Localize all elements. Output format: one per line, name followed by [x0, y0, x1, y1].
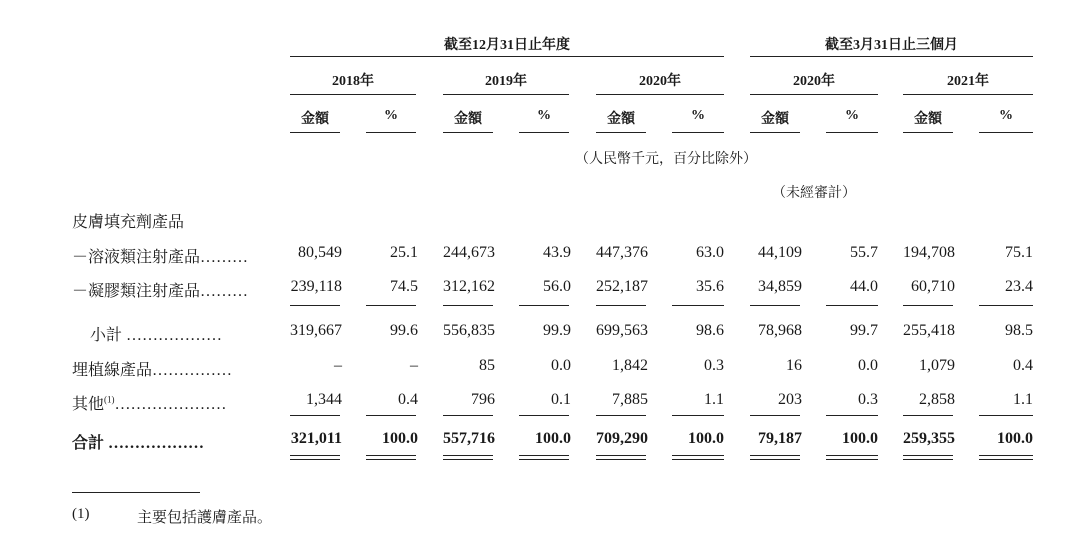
cell-amount: 34,859 — [758, 278, 802, 295]
row-label-others-text: 其他 — [72, 396, 105, 413]
cell-pct: 100.0 — [997, 430, 1033, 447]
subtotal-rule — [443, 305, 493, 306]
pct-header: % — [999, 108, 1013, 123]
cell-pct: 100.0 — [382, 430, 418, 447]
cell-amount: 321,011 — [290, 430, 342, 447]
subtotal-rule — [826, 305, 878, 306]
double-rule — [596, 455, 646, 460]
cell-amount: 699,563 — [596, 322, 648, 339]
cell-pct: 0.3 — [858, 391, 878, 408]
group-header-quarter-rule — [750, 56, 1033, 57]
cell-pct: 98.5 — [1005, 322, 1033, 339]
subtotal-rule — [903, 305, 953, 306]
amount-header: 金額 — [301, 112, 329, 127]
cell-amount: 796 — [471, 391, 495, 408]
unaudited-note: （未經審計） — [772, 186, 856, 201]
group-header-year-rule — [290, 56, 724, 57]
pct-header-rule — [979, 132, 1033, 133]
footnote-divider — [72, 492, 200, 493]
cell-pct: 0.0 — [858, 357, 878, 374]
unit-note: （人民幣千元，百分比除外） — [575, 152, 757, 167]
cell-amount: 203 — [778, 391, 802, 408]
pct-header: % — [691, 108, 705, 123]
amount-header-rule — [596, 132, 646, 133]
year-rule — [750, 94, 878, 95]
year-header: 2021年 — [947, 74, 989, 89]
amount-header: 金額 — [761, 112, 789, 127]
cell-pct: 1.1 — [704, 391, 724, 408]
amount-header-rule — [443, 132, 493, 133]
cell-amount: 80,549 — [298, 244, 342, 261]
cell-amount: 447,376 — [596, 244, 648, 261]
cell-pct: 99.9 — [543, 322, 571, 339]
cell-amount: 85 — [479, 357, 495, 374]
double-rule — [979, 455, 1033, 460]
cell-amount: 244,673 — [443, 244, 495, 261]
year-header: 2018年 — [332, 74, 374, 89]
row-label-gel: －凝膠類注射產品……… — [72, 283, 249, 300]
subtotal-rule — [979, 305, 1033, 306]
cell-amount: 709,290 — [596, 430, 648, 447]
double-rule — [826, 455, 878, 460]
cell-pct: 100.0 — [535, 430, 571, 447]
cell-amount: 78,968 — [758, 322, 802, 339]
cell-pct: 44.0 — [850, 278, 878, 295]
double-rule — [903, 455, 953, 460]
cell-amount: 252,187 — [596, 278, 648, 295]
cell-pct: 0.3 — [704, 357, 724, 374]
pct-header: % — [845, 108, 859, 123]
subtotal-rule — [519, 305, 569, 306]
cell-pct: 99.7 — [850, 322, 878, 339]
double-rule — [750, 455, 800, 460]
section-title: 皮膚填充劑產品 — [72, 214, 185, 231]
row-label-subtotal: 小計 ……………… — [90, 327, 223, 344]
cell-amount: 194,708 — [903, 244, 955, 261]
cell-amount: 44,109 — [758, 244, 802, 261]
footnote-text: 主要包括護膚產品。 — [137, 510, 273, 526]
year-rule — [903, 94, 1033, 95]
cell-pct: 0.4 — [398, 391, 418, 408]
year-header: 2020年 — [639, 74, 681, 89]
year-rule — [443, 94, 569, 95]
total-rule — [596, 415, 646, 416]
cell-amount: 1,842 — [612, 357, 648, 374]
amount-header: 金額 — [914, 112, 942, 127]
amount-header: 金額 — [607, 112, 635, 127]
cell-pct: 98.6 — [696, 322, 724, 339]
amount-header: 金額 — [454, 112, 482, 127]
year-header: 2019年 — [485, 74, 527, 89]
cell-pct: 35.6 — [696, 278, 724, 295]
cell-amount: 312,162 — [443, 278, 495, 295]
amount-header-rule — [750, 132, 800, 133]
cell-amount: 2,858 — [919, 391, 955, 408]
group-header-quarter: 截至3月31日止三個月 — [825, 38, 958, 53]
double-rule — [366, 455, 416, 460]
cell-pct: 75.1 — [1005, 244, 1033, 261]
double-rule — [519, 455, 569, 460]
total-rule — [672, 415, 724, 416]
year-header: 2020年 — [793, 74, 835, 89]
cell-pct: 74.5 — [390, 278, 418, 295]
total-rule — [290, 415, 340, 416]
subtotal-rule — [290, 305, 340, 306]
cell-amount: 79,187 — [758, 430, 802, 447]
total-rule — [750, 415, 800, 416]
cell-amount: 60,710 — [911, 278, 955, 295]
row-label-others — [72, 391, 227, 414]
cell-amount: 259,355 — [903, 430, 955, 447]
row-label-thread: 埋植線產品…………… — [72, 362, 233, 379]
total-rule — [826, 415, 878, 416]
amount-header-rule — [290, 132, 340, 133]
year-rule — [596, 94, 724, 95]
double-rule — [290, 455, 340, 460]
amount-header-rule — [903, 132, 953, 133]
cell-pct: 0.1 — [551, 391, 571, 408]
cell-amount: 16 — [786, 357, 802, 374]
cell-pct: 43.9 — [543, 244, 571, 261]
total-rule — [443, 415, 493, 416]
pct-header: % — [537, 108, 551, 123]
cell-pct: – — [410, 357, 418, 374]
cell-amount: 1,079 — [919, 357, 955, 374]
cell-pct: 99.6 — [390, 322, 418, 339]
row-label-solution: －溶液類注射產品……… — [72, 249, 249, 266]
pct-header-rule — [672, 132, 724, 133]
cell-amount: 7,885 — [612, 391, 648, 408]
row-label-total: 合計 ……………… — [72, 435, 205, 452]
double-rule — [443, 455, 493, 460]
subtotal-rule — [366, 305, 416, 306]
cell-amount: – — [334, 357, 342, 374]
row-label-others-dots: ………………… — [114, 396, 227, 413]
cell-amount: 239,118 — [290, 278, 342, 295]
total-rule — [519, 415, 569, 416]
cell-amount: 557,716 — [443, 430, 495, 447]
cell-pct: 55.7 — [850, 244, 878, 261]
cell-pct: 1.1 — [1013, 391, 1033, 408]
subtotal-rule — [672, 305, 724, 306]
cell-amount: 319,667 — [290, 322, 342, 339]
total-rule — [903, 415, 953, 416]
total-rule — [366, 415, 416, 416]
pct-header-rule — [519, 132, 569, 133]
cell-pct: 56.0 — [543, 278, 571, 295]
footnote-marker: (1) — [72, 506, 90, 522]
subtotal-rule — [596, 305, 646, 306]
cell-pct: 0.0 — [551, 357, 571, 374]
cell-pct: 0.4 — [1013, 357, 1033, 374]
pct-header: % — [384, 108, 398, 123]
cell-pct: 25.1 — [390, 244, 418, 261]
cell-amount: 1,344 — [306, 391, 342, 408]
cell-pct: 100.0 — [688, 430, 724, 447]
total-rule — [979, 415, 1033, 416]
double-rule — [672, 455, 724, 460]
year-rule — [290, 94, 416, 95]
group-header-year: 截至12月31日止年度 — [444, 38, 570, 53]
subtotal-rule — [750, 305, 800, 306]
pct-header-rule — [826, 132, 878, 133]
cell-pct: 100.0 — [842, 430, 878, 447]
pct-header-rule — [366, 132, 416, 133]
cell-pct: 23.4 — [1005, 278, 1033, 295]
footnote-ref: (1) — [104, 394, 115, 405]
cell-pct: 63.0 — [696, 244, 724, 261]
cell-amount: 255,418 — [903, 322, 955, 339]
cell-amount: 556,835 — [443, 322, 495, 339]
